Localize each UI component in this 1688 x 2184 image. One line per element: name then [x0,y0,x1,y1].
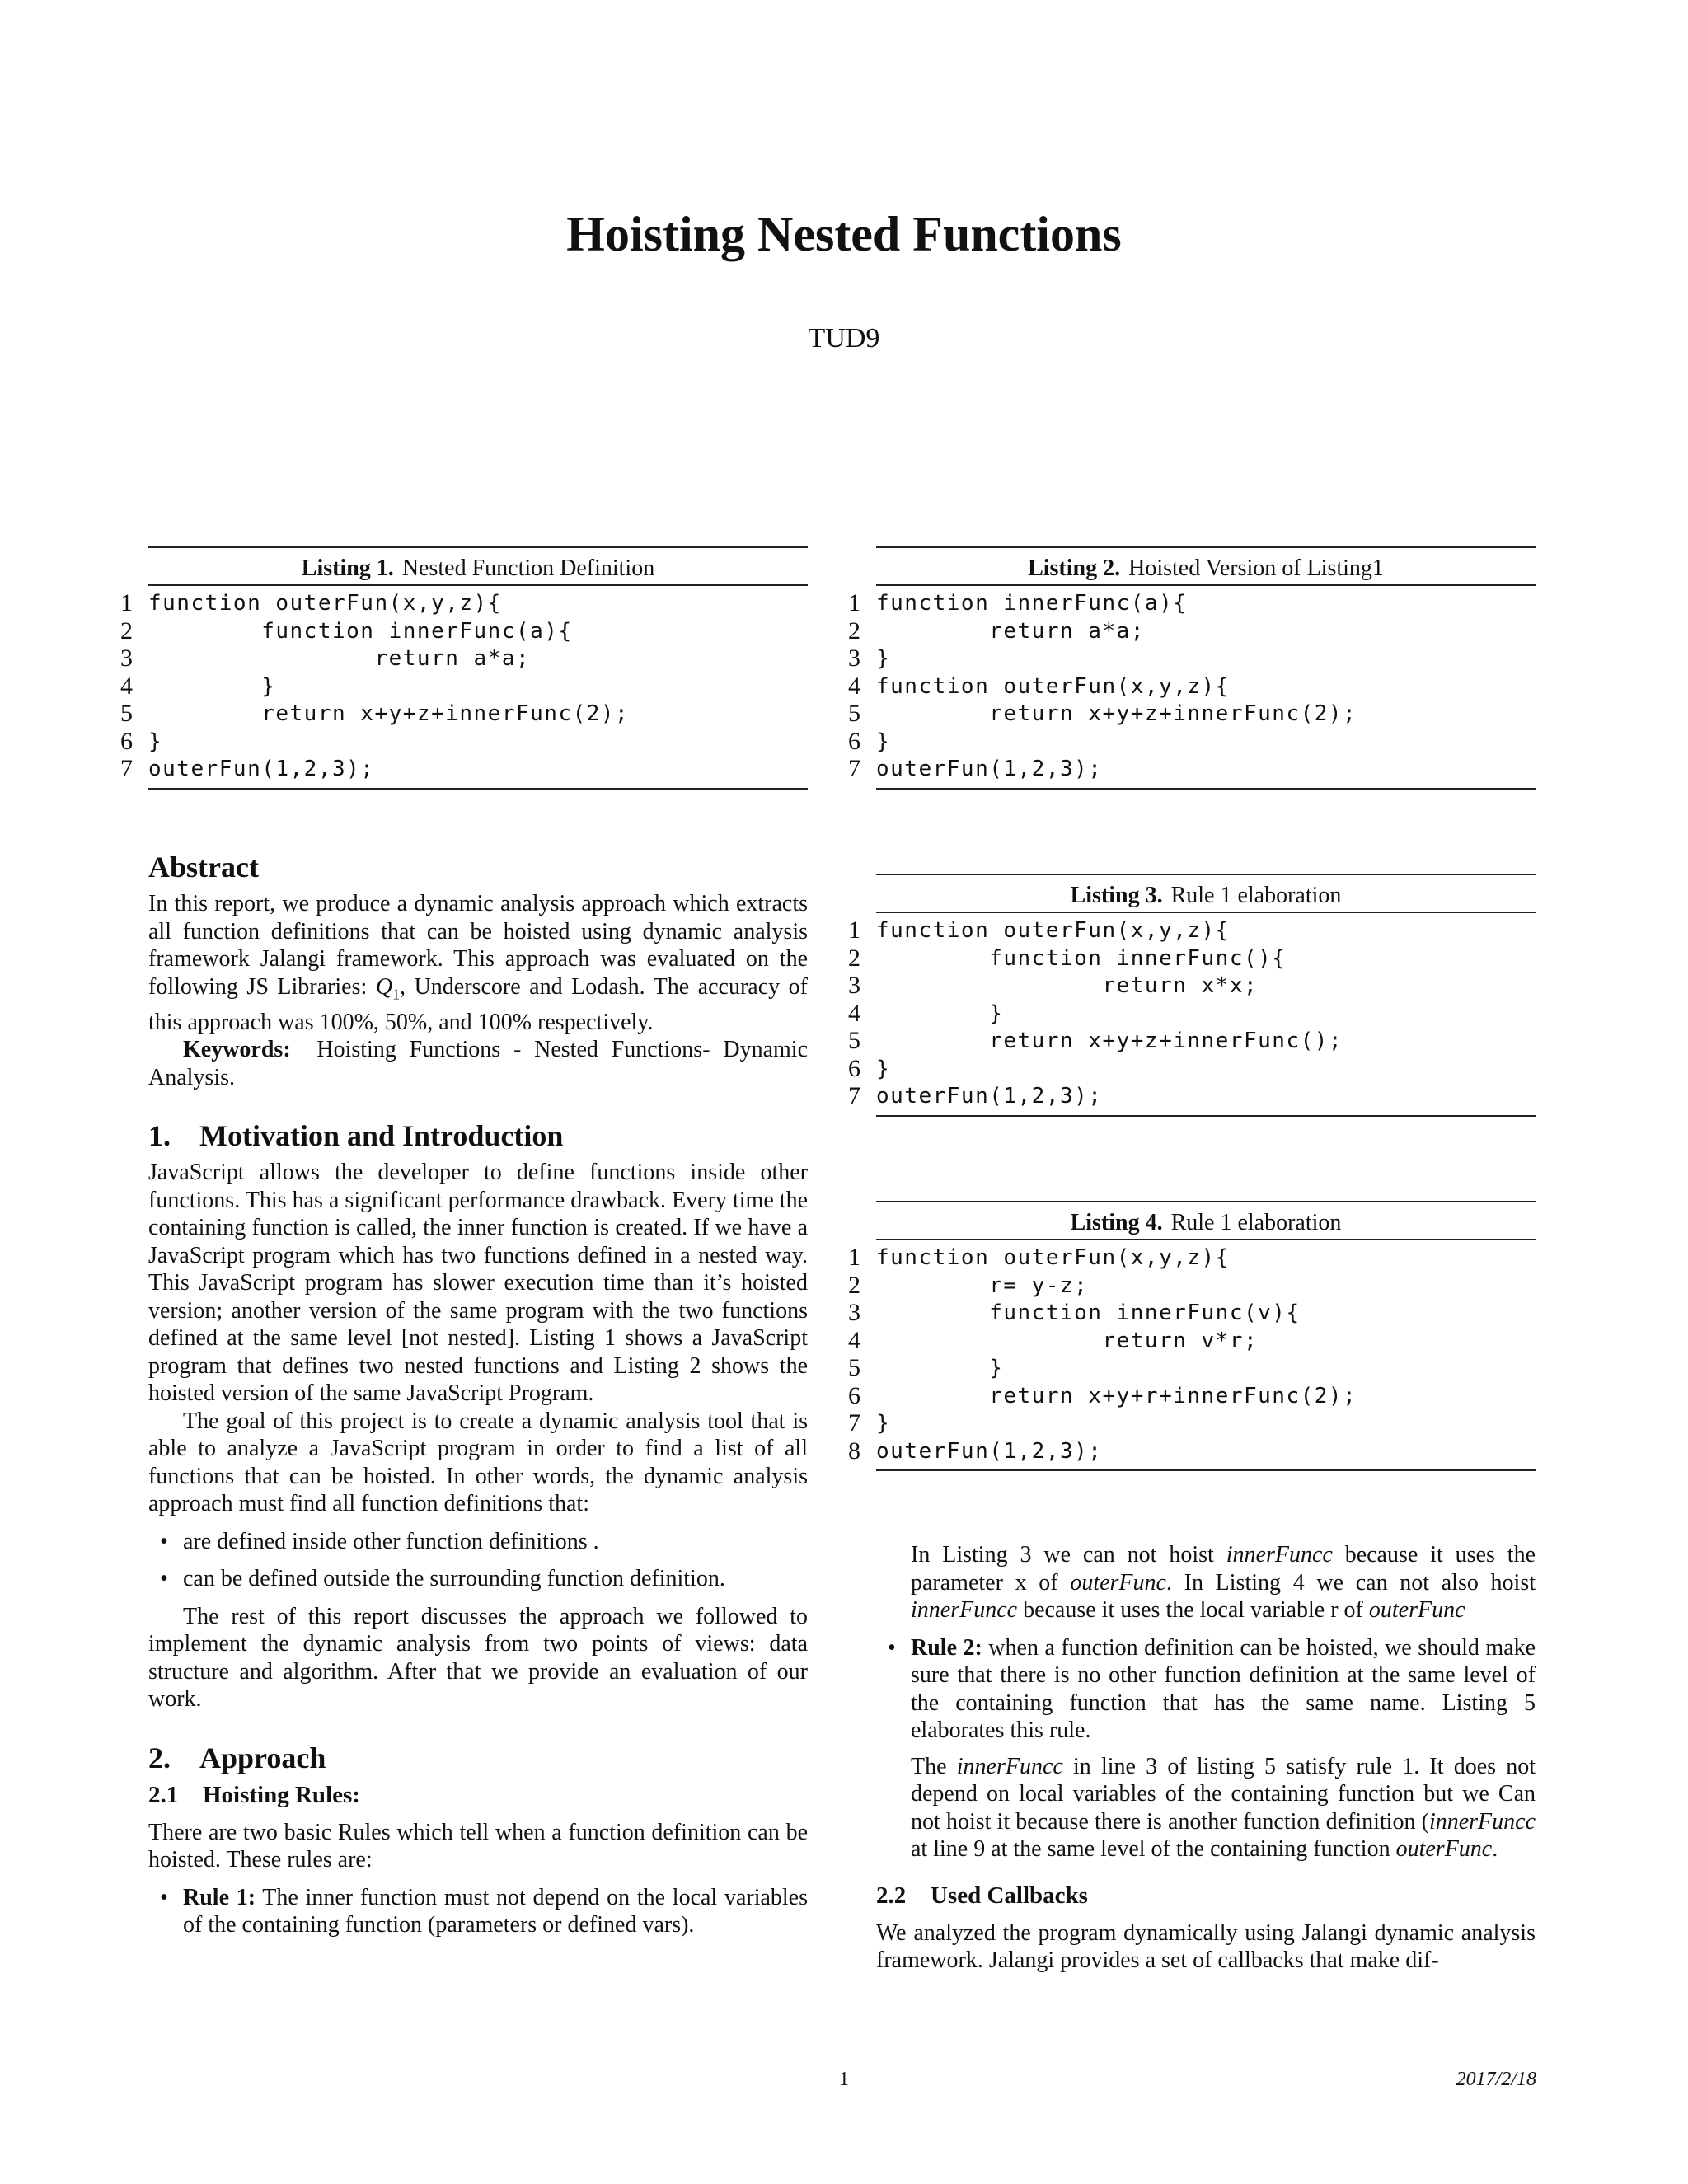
line-number: 7 [848,755,860,782]
code-line [848,755,1536,783]
code-text: return v*r; [876,1328,1259,1353]
abstract-text: In this report, we produce a dynamic analysis approach which extracts all function definitions that can be hoisted using dynamic analysis framework Jalangi framework. This approach was evaluated on the following JS Libraries: $Q_1$, Underscore and Lodash. The accuracy of this approach was 100%, 50%, and 100% respectively. [148,891,808,1035]
code-line [848,1299,1536,1327]
line-number: 8 [848,1436,860,1465]
line-number: 5 [120,700,133,727]
line-number: 7 [120,755,133,782]
page-number: 1 [839,2069,849,2090]
subsection-2-1-heading: 2.1 Hoisting Rules: [148,1781,360,1808]
code-text: function innerFunc(a){ [148,618,573,644]
line-number: 5 [848,1354,860,1381]
code-line [848,1244,1536,1272]
line-number: 1 [848,916,860,944]
code-text: outerFun(1,2,3); [148,757,375,781]
section-1-heading: 1. Motivation and Introduction [148,1119,564,1153]
listing-caption [876,553,1536,586]
code-text: return a*a; [148,646,531,671]
rule-2-continuation: The innerFuncc in line 3 of listing 5 satisfy rule 1. It does not depend on local variables of the containing function but we Can not hoist it because there is another function definition (innerFuncc at line 9 at the same level of the containing function outerFunc. [911,1753,1536,1862]
code-text: } [876,1001,1004,1026]
listing-2 [848,546,1536,790]
code-text: return x+y+z+innerFunc(); [876,1029,1343,1053]
code-line [848,916,1536,944]
line-number: 2 [120,616,133,644]
code-text: } [876,1411,891,1436]
code-text: function innerFunc(a){ [876,591,1188,616]
code-line [120,672,808,701]
line-number: 4 [848,1326,860,1354]
code-line [848,1381,1536,1410]
line-number: 4 [848,999,860,1027]
code-text: function outerFun(x,y,z){ [148,591,502,616]
code-text: function innerFunc(v){ [876,1301,1301,1325]
code-text: r= y-z; [876,1272,1089,1298]
abstract-block [148,849,808,1939]
line-number: 6 [848,1054,860,1082]
rule-2-item: • Rule 2: when a function definition can be hoisted, we should make sure that there is no other function definition at the same level of the containing function that has the same name. Listing 5 elaborates this rule. [888,1634,1536,1743]
listing-caption-text: Rule 1 elaboration [1170,1210,1342,1235]
section-2-paragraph-1: There are two basic Rules which tell when a function definition can be hoisted. These rules are: [148,1819,808,1873]
code-block [848,586,1536,790]
code-line [848,672,1536,701]
line-number: 3 [848,644,860,672]
line-number: 7 [848,1082,860,1109]
listing-top-rule [876,546,1536,548]
code-line [120,616,808,645]
code-line [120,589,808,617]
section-1-paragraph-3: The rest of this report discusses the approach we followed to implement the dynamic analysis from two points of views: data structure and algorithm. After that we provide an evaluation of our work. [148,1603,808,1713]
line-number: 3 [848,972,860,999]
code-line [120,700,808,728]
line-number: 6 [120,727,133,755]
paper-author: TUD9 [808,323,880,354]
code-line [848,1436,1536,1465]
line-number: 1 [120,589,133,616]
code-line [120,644,808,673]
keywords: Keywords: Hoisting Functions - Nested Functions- Dynamic Analysis. [148,1037,809,1090]
code-line [848,972,1536,1000]
line-number: 2 [848,616,860,644]
line-number: 4 [120,672,133,700]
listing-1 [120,546,808,790]
section-1-paragraph-2: The goal of this project is to create a dynamic analysis tool that is able to analyze a JavaScript program in order to find a list of all functions that can be hoisted. In other words, the dynamic analysis approach must find all function definitions that: [148,1408,808,1517]
line-number: 5 [848,700,860,727]
code-text: outerFun(1,2,3); [876,1084,1103,1108]
listing-caption [876,1207,1536,1240]
code-line [848,1054,1536,1083]
code-line [848,1354,1536,1382]
listing-caption [876,880,1536,913]
code-line [120,727,808,756]
line-number: 2 [848,1271,860,1299]
code-line [120,755,808,783]
line-number: 5 [848,1027,860,1054]
line-number: 1 [848,589,860,616]
code-text: outerFun(1,2,3); [876,1438,1103,1464]
subsection-2-2-heading: 2.2 Used Callbacks [876,1882,1088,1909]
code-text: } [148,729,163,754]
listing-caption-text: Nested Function Definition [401,555,655,581]
code-text: } [148,673,276,699]
listing-top-rule [148,546,808,548]
listing-caption [148,553,808,586]
abstract-heading: Abstract [148,851,259,883]
code-line [848,999,1536,1028]
listing-caption-text: Hoisted Version of Listing1 [1128,555,1384,581]
code-line [848,944,1536,972]
line-number: 7 [848,1409,860,1436]
listing-top-rule [876,1201,1536,1202]
section-2-heading: 2. Approach [148,1741,326,1774]
code-line [848,616,1536,645]
listing-label: Listing 3. [1070,883,1163,908]
footer-date: 2017/2/18 [1456,2069,1536,2090]
rule-1-continuation: In Listing 3 we can not hoist innerFuncc because it uses the parameter x of outerFunc. In Listing 4 we can not also hoist innerFuncc because it uses the local variable r of outerFunc [911,1542,1536,1623]
rule-1-item: • Rule 1: The inner function must not depend on the local variables of the containing function (parameters or defined vars). [160,1884,809,1938]
listing-label: Listing 4. [1070,1210,1163,1235]
code-text: return x+y+z+innerFunc(2); [876,701,1357,726]
code-text: return x+y+r+innerFunc(2); [876,1383,1357,1408]
listing-label: Listing 2. [1028,555,1121,581]
section-2-2-paragraph: We analyzed the program dynamically using Jalangi dynamic analysis framework. Jalangi provides a set of callbacks that make dif- [876,1919,1536,1973]
code-text: } [876,646,891,671]
code-line [848,1271,1536,1300]
code-text: } [876,729,891,754]
code-line [848,727,1536,756]
list-item: • can be defined outside the surrounding function definition. [160,1566,725,1592]
list-item: • are defined inside other function definitions . [160,1528,599,1554]
line-number: 6 [848,727,860,755]
code-text: } [876,1056,891,1081]
code-line [848,700,1536,728]
line-number: 6 [848,1381,860,1409]
code-text: return a*a; [876,618,1145,644]
code-text: return x+y+z+innerFunc(2); [148,701,630,726]
line-number: 3 [120,644,133,672]
code-line [848,589,1536,617]
line-number: 1 [848,1244,860,1271]
code-line [848,1027,1536,1055]
code-block [848,913,1536,1117]
listing-label: Listing 1. [301,555,394,581]
code-text: return x*x; [876,973,1259,998]
code-text: } [876,1356,1004,1380]
code-line [848,1082,1536,1110]
code-block [120,586,808,790]
listing-3 [848,874,1536,1117]
code-line [848,1409,1536,1437]
line-number: 3 [848,1299,860,1326]
code-line [848,1326,1536,1355]
listing-top-rule [876,874,1536,875]
code-line [848,644,1536,673]
line-number: 2 [848,944,860,972]
code-text: function innerFunc(){ [876,945,1287,971]
listing-4 [848,1201,1536,1471]
paper-title: Hoisting Nested Functions [566,207,1122,261]
line-number: 4 [848,672,860,700]
code-text: function outerFun(x,y,z){ [876,673,1230,699]
rules-continuation-block [876,1541,1536,1975]
code-text: function outerFun(x,y,z){ [876,1245,1230,1270]
code-text: function outerFun(x,y,z){ [876,918,1230,943]
code-block [848,1240,1536,1471]
code-text: outerFun(1,2,3); [876,757,1103,781]
listing-caption-text: Rule 1 elaboration [1170,883,1342,908]
section-1-paragraph-1: JavaScript allows the developer to define functions inside other functions. This has a significant performance drawback. Every time the containing function is called, the inner function is created. If we have a JavaScript program which has two functions defined in a nested way. This JavaScript program has slower execution time than it’s hoisted version; another version of the same program with the two functions defined at the same level [not nested]. Listing 1 shows a JavaScript program that defines two nested functions and Listing 2 shows the hoisted version of the same JavaScript Program. [148,1160,808,1407]
